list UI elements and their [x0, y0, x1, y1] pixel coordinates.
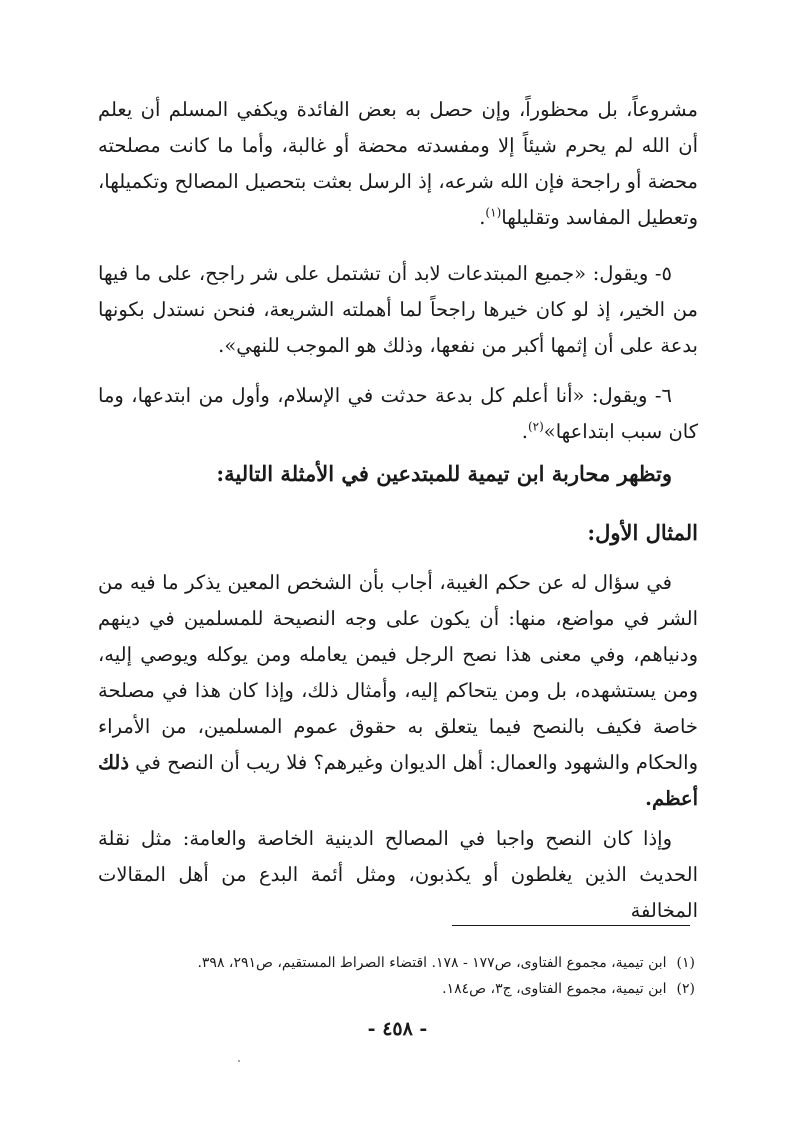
footnote-1: [98, 950, 695, 976]
footnote-ref-2: (٢): [527, 419, 544, 434]
paragraph-5: [98, 821, 698, 929]
paragraph-1-end: .: [479, 206, 486, 229]
page-number: - ٤٥٨ -: [367, 1018, 428, 1040]
paragraph-1-text: مشروعاً، بل محظوراً، وإن حصل به بعض الفائدة ويكفي المسلم أن يعلم أن الله لم يحرم شيئاً إلا ومفسدته محضة أو غالبة، وأما ما كانت مصلحته محضة أو راجحة فإن الله شرعه، إذ الرسل بعثت بتحصيل المصالح وتكميلها، وتعطيل المفاسد وتقليلها: [98, 98, 698, 229]
paragraph-4-bold: ذلك أعظم.: [98, 751, 698, 810]
footnote-ref-1: (١): [485, 205, 502, 220]
footnotes: [98, 950, 695, 1002]
section-heading-text: وتظهر محاربة ابن تيمية للمبتدعين في الأمثلة التالية:: [216, 461, 672, 486]
paragraph-4: [98, 565, 698, 817]
scan-speck: [238, 1060, 240, 1062]
footnote-2: [98, 976, 695, 1002]
paragraph-3-end: .: [521, 420, 528, 443]
footnote-divider: [452, 925, 690, 926]
paragraph-4-text: في سؤال له عن حكم الغيبة، أجاب بأن الشخص المعين يذكر ما فيه من الشر في مواضع، منها: أن يكون على وجه النصيحة للمسلمين في دينهم ودنياهم، وفي معنى هذا نصح الرجل فيمن يعامله ومن يوكله ويوصي إليه، ومن يستشهده، بل ومن يتحاكم إليه، وأمثال ذلك، وإذا كان هذا في مصلحة خاصة فكيف بالنصح فيما يتعلق به حقوق عموم المسلمين، من الأمراء والحكام والشهود والعمال: أهل الديوان وغيرهم؟ فلا ريب أن النصح في: [98, 571, 698, 774]
paragraph-3-text: ٦- ويقول: «أنا أعلم كل بدعة حدثت في الإسلام، وأول من ابتدعها، وما كان سبب ابتداعها»: [98, 384, 698, 443]
paragraph-5-text: وإذا كان النصح واجبا في المصالح الدينية الخاصة والعامة: مثل نقلة الحديث الذين يغلطون أو يكذبون، ومثل أئمة البدع من أهل المقالات المخالفة: [98, 827, 698, 922]
paragraph-1: [98, 92, 698, 236]
footnote-1-text: ابن تيمية، مجموع الفتاوى، ص١٧٧ - ١٧٨. اقتضاء الصراط المستقيم، ص٢٩١، ٣٩٨.: [197, 955, 667, 971]
footnote-2-number: (٢): [676, 981, 695, 997]
footnote-2-text: ابن تيمية، مجموع الفتاوى، ج٣، ص١٨٤.: [442, 981, 667, 997]
example-heading: المثال الأول:: [587, 520, 698, 545]
paragraph-2-text: ٥- ويقول: «جميع المبتدعات لابد أن تشتمل على شر راجح، على ما فيها من الخير، إذ لو كان خيرها راجحاً لما أهملته الشريعة، فنحن نستدل بكونها بدعة على أن إثمها أكبر من نفعها، وذلك هو الموجب للنهي».: [98, 262, 698, 357]
footnote-1-number: (١): [676, 955, 695, 971]
paragraph-3: [98, 378, 698, 450]
section-heading: [98, 456, 698, 492]
paragraph-2: [98, 256, 698, 364]
